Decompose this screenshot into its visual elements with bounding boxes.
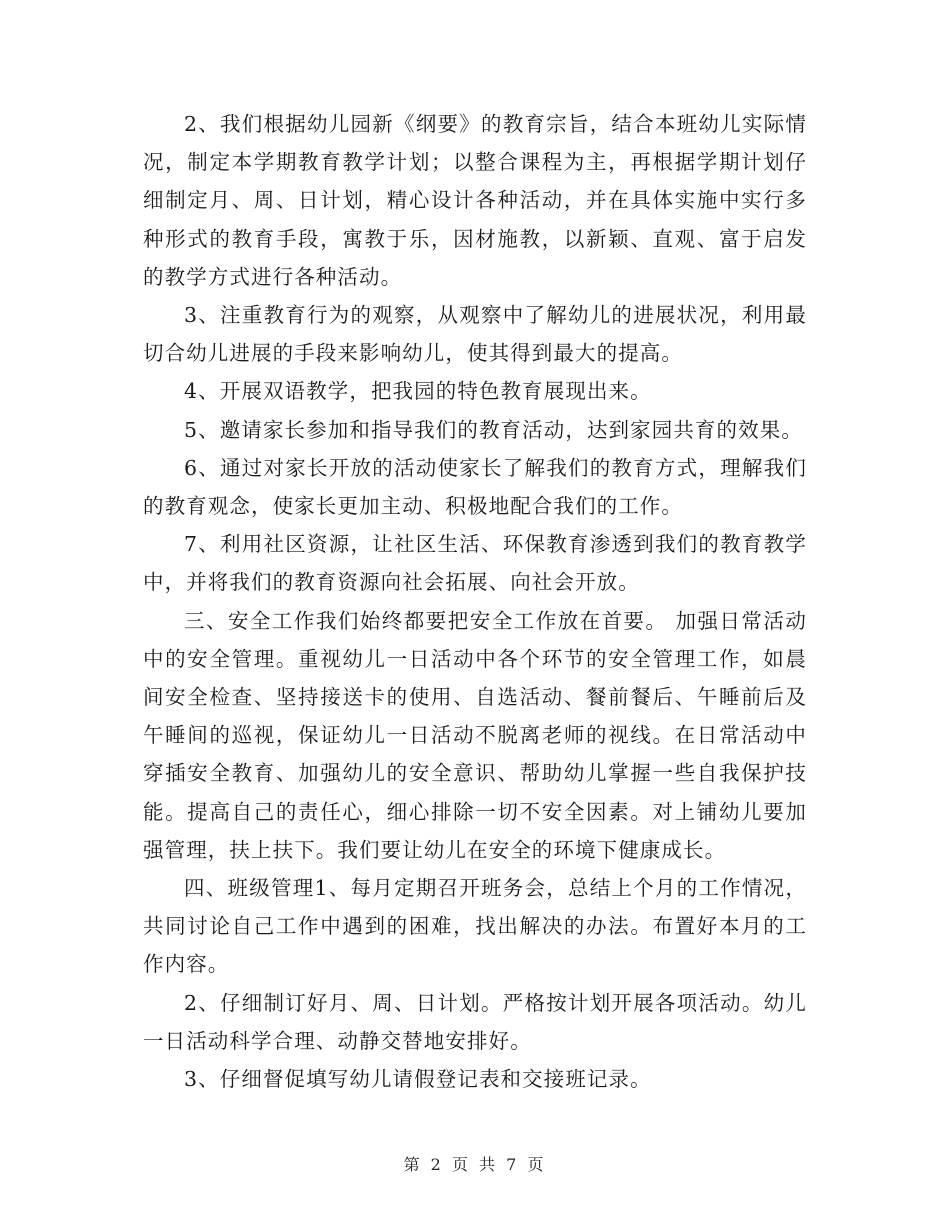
- paragraph-item-5: 5、邀请家长参加和指导我们的教育活动，达到家园共育的效果。: [184, 417, 803, 442]
- page-number-footer: 第 2 页 共 7 页: [403, 1155, 547, 1174]
- paragraph-item-7: 7、利用社区资源，让社区生活、环保教育渗透到我们的教育教学中，并将我们的教育资源向社会拓展、向社会开放。: [143, 532, 807, 595]
- paragraph-plan-item-3: 3、仔细督促填写幼儿请假登记表和交接班记录。: [184, 1067, 652, 1092]
- paragraph-item-2: 2、我们根据幼儿园新《纲要》的教育宗旨，结合本班幼儿实际情况，制定本学期教育教学计划；以整合课程为主，再根据学期计划仔细制定月、周、日计划，精心设计各种活动，并在具体实施中实行多种形式的教育手段，寓教于乐，因材施教，以新颖、直观、富于启发的教学方式进行各种活动。: [143, 112, 807, 289]
- paragraph-item-6: 6、通过对家长开放的活动使家长了解我们的教育方式，理解我们的教育观念，使家长更加主动、积极地配合我们的工作。: [143, 455, 807, 519]
- paragraph-item-4: 4、开展双语教学，把我园的特色教育展现出来。: [184, 379, 652, 404]
- paragraph-class-management-section: 四、班级管理1、每月定期召开班务会，总结上个月的工作情况，共同讨论自己工作中遇到的困难，找出解决的办法。布置好本月的工作内容。: [143, 876, 807, 977]
- document-body: [143, 105, 807, 1098]
- paragraph-item-3: 3、注重教育行为的观察，从观察中了解幼儿的进展状况，利用最切合幼儿进展的手段来影响幼儿，使其得到最大的提高。: [143, 303, 807, 366]
- paragraph-safety-section: 三、安全工作我们始终都要把安全工作放在首要。 加强日常活动中的安全管理。重视幼儿一日活动中各个环节的安全管理工作，如晨间安全检查、坚持接送卡的使用、自选活动、餐前餐后、午睡前后及午睡间的巡视，保证幼儿一日活动不脱离老师的视线。在日常活动中穿插安全教育、加强幼儿的安全意识、帮助幼儿掌握一些自我保护技能。提高自己的责任心，细心排除一切不安全因素。对上铺幼儿要加强管理，扶上扶下。我们要让幼儿在安全的环境下健康成长。: [143, 608, 807, 862]
- paragraph-plan-item-2: 2、仔细制订好月、周、日计划。严格按计划开展各项活动。幼儿一日活动科学合理、动静交替地安排好。: [143, 990, 807, 1053]
